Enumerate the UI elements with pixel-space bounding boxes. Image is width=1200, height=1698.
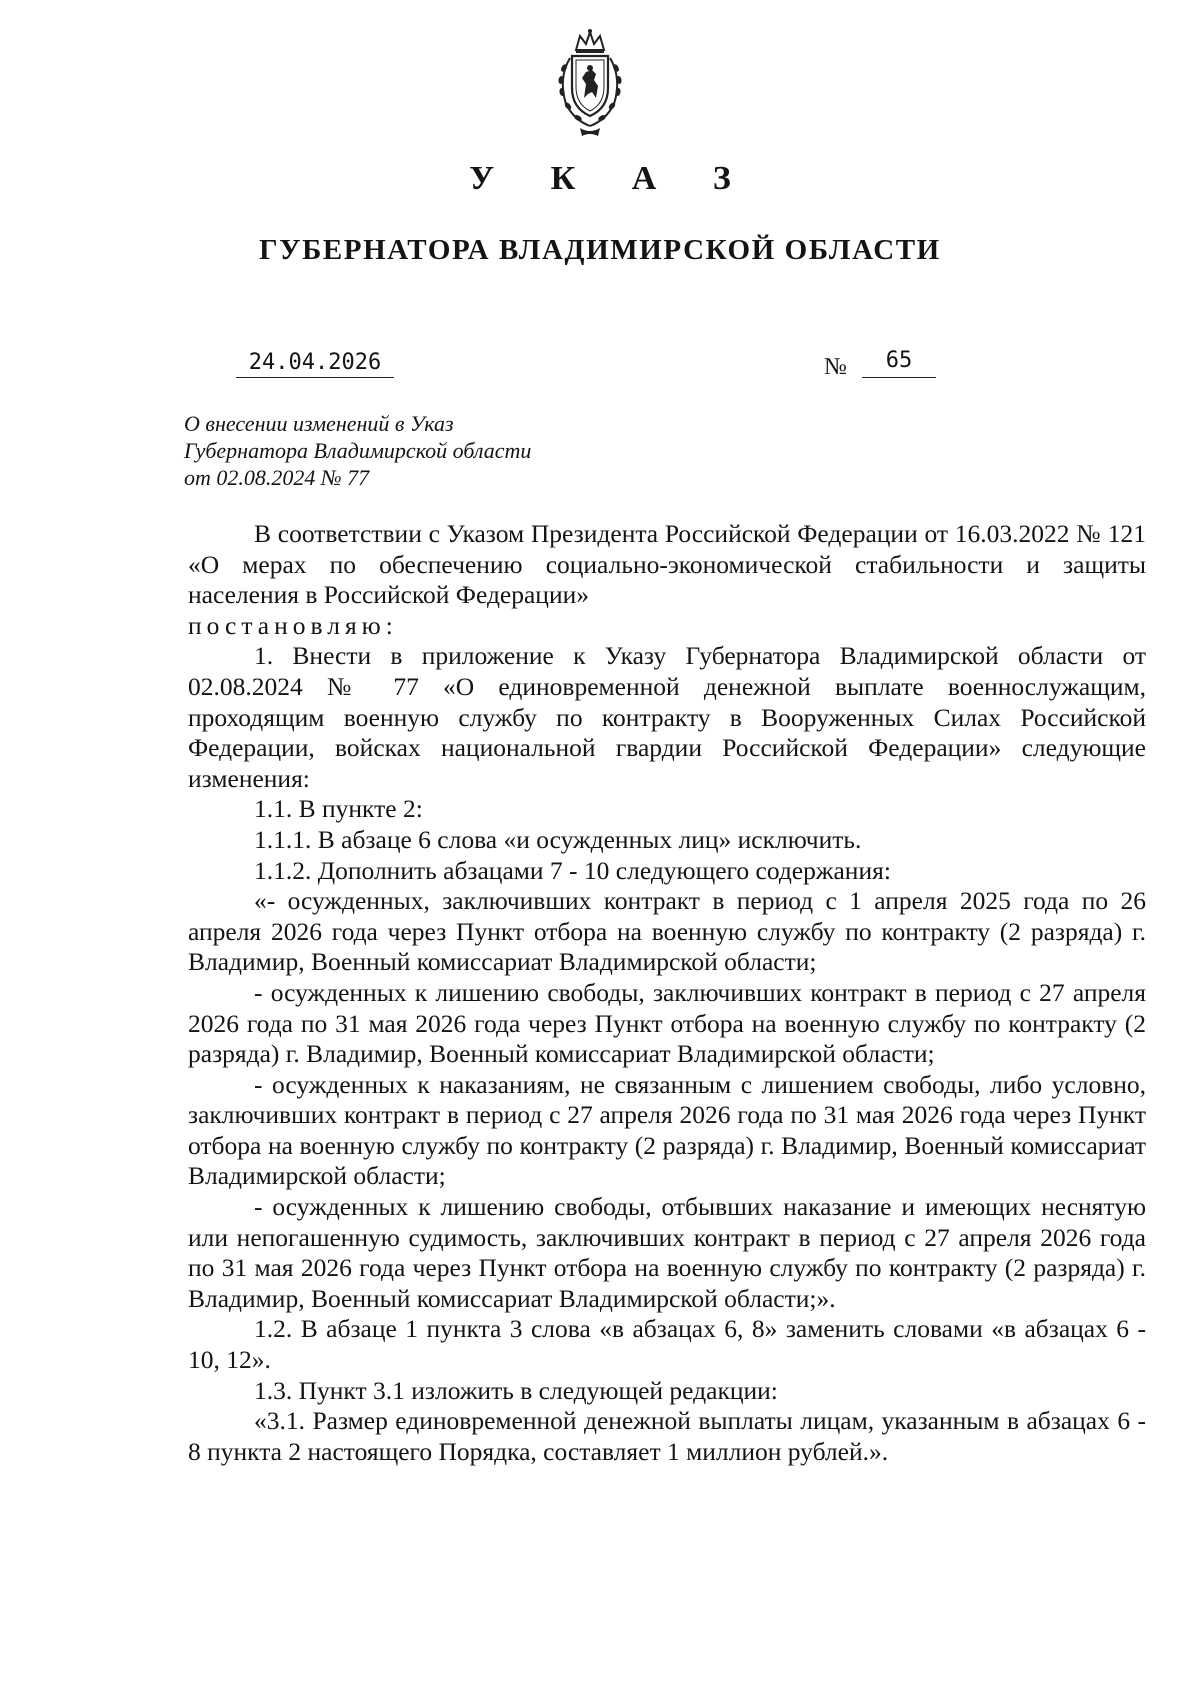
preamble-paragraph: В соответствии с Указом Президента Российской Федерации от 16.03.2022 № 121 «О мерах по обеспечению социально-экономической стабильности и защиты населения в Российской Федерации»	[188, 519, 1146, 610]
number-sign: №	[824, 354, 847, 380]
paragraph-3-1-text: «3.1. Размер единовременной денежной выплаты лицам, указанным в абзацах 6 - 8 пункта 2 настоящего Порядка, составляет 1 миллион рублей.».	[188, 1406, 1146, 1466]
paragraph-1-2: 1.2. В абзаце 1 пункта 3 слова «в абзацах 6, 8» заменить словами «в абзацах 6 - 10, 12».	[188, 1314, 1146, 1375]
coat-of-arms-icon	[540, 28, 640, 138]
document-heading	[184, 410, 531, 491]
added-paragraph-7: «- осужденных, заключивших контракт в период с 1 апреля 2025 года по 26 апреля 2026 года через Пункт отбора на военную службу по контракту (2 разряда) г. Владимир, Военный комиссариат Владимирской области;	[188, 886, 1146, 977]
document-number: 65	[862, 348, 936, 378]
paragraph-1-1-2: 1.1.2. Дополнить абзацами 7 - 10 следующего содержания:	[254, 855, 891, 885]
paragraph-1-3: 1.3. Пункт 3.1 изложить в следующей редакции:	[254, 1375, 778, 1405]
added-paragraph-8: - осужденных к лишению свободы, заключивших контракт в период с 27 апреля 2026 года по 31 мая 2026 года через Пункт отбора на военную службу по контракту (2 разряда) г. Владимир, Военный комиссариат Владимирской области;	[188, 977, 1146, 1069]
document-subtitle: ГУБЕРНАТОРА ВЛАДИМИРСКОЙ ОБЛАСТИ	[259, 234, 941, 266]
heading-line: О внесении изменений в Указ	[184, 411, 454, 436]
heading-line: от 02.08.2024 № 77	[184, 465, 370, 490]
document-body	[188, 519, 1146, 1467]
document-date: 24.04.2026	[236, 350, 394, 378]
added-paragraph-9: - осужденных к наказаниям, не связанным с лишением свободы, либо условно, заключивших контракт в период с 27 апреля 2026 года по 31 мая 2026 года через Пункт отбора на военную службу по контракту (2 разряда) г. Владимир, Военный комиссариат Владимирской области;	[188, 1069, 1146, 1191]
added-paragraph-10: - осужденных к лишению свободы, отбывших наказание и имеющих неснятую или непогашенную судимость, заключивших контракт в период с 27 апреля 2026 года по 31 мая 2026 года через Пункт отбора на военную службу по контракту (2 разряда) г. Владимир, Военный комиссариат Владимирской области;».	[188, 1192, 1146, 1313]
heading-line: Губернатора Владимирской области	[184, 438, 532, 463]
document-title: У К А З	[469, 160, 755, 197]
paragraph-1: 1. Внести в приложение к Указу Губернатора Владимирской области от 02.08.2024 № 77 «О единовременной денежной выплате военнослужащим, проходящим военную службу по контракту в Вооруженных Силах Российской Федерации, войсках национальной гвардии Российской Федерации» следующие изменения:	[188, 641, 1146, 793]
paragraph-1-1-1: 1.1.1. В абзаце 6 слова «и осужденных лиц» исключить.	[254, 824, 862, 854]
resolve-word: постановляю:	[188, 610, 398, 640]
paragraph-1-1: 1.1. В пункте 2:	[254, 794, 423, 824]
